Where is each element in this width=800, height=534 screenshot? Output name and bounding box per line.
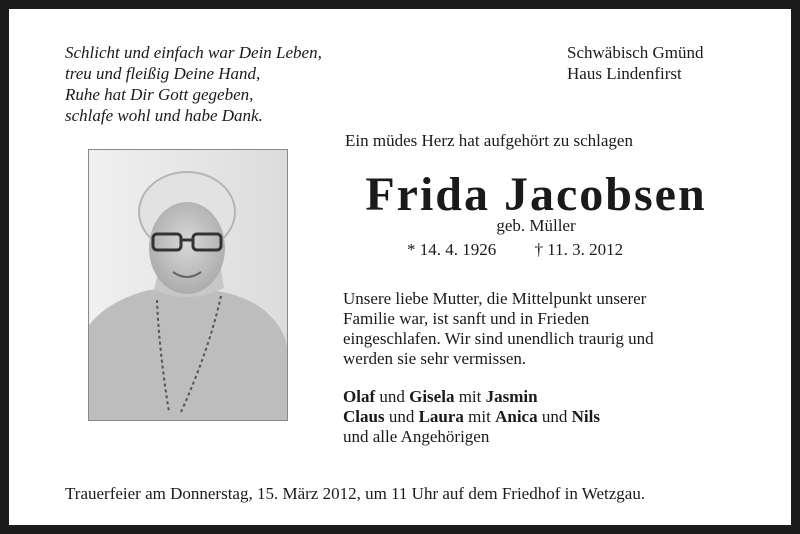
portrait-illustration <box>89 150 287 420</box>
deceased-name: Frida Jacobsen <box>365 168 707 221</box>
portrait-photo <box>88 149 288 421</box>
verse-line: Ruhe hat Dir Gott gegeben, <box>65 85 254 104</box>
mourner-name: Jasmin <box>485 387 538 406</box>
maiden-name: geb. Müller <box>496 216 576 235</box>
message-line: werden sie sehr vermissen. <box>343 349 527 368</box>
birth-date: * 14. 4. 1926 <box>407 240 497 259</box>
mourner-name: Laura <box>418 407 464 426</box>
death-date: † 11. 3. 2012 <box>534 240 624 259</box>
mourner-name: Gisela <box>409 387 455 406</box>
connector: und <box>388 407 415 426</box>
heart-line: Ein müdes Herz hat aufgehört zu schlagen <box>345 131 633 150</box>
location-city: Schwäbisch Gmünd <box>567 43 704 62</box>
location-home: Haus Lindenfirst <box>567 64 682 83</box>
mourner-name: Anica <box>495 407 538 426</box>
mourners-relatives: und alle Angehörigen <box>343 427 490 446</box>
connector: mit <box>468 407 491 426</box>
mourner-name: Olaf <box>343 387 376 406</box>
verse-line: treu und fleißig Deine Hand, <box>65 64 261 83</box>
connector: und <box>541 407 568 426</box>
connector: und <box>379 387 405 406</box>
memorial-verse <box>65 42 322 126</box>
verse-line: Schlicht und einfach war Dein Leben, <box>65 43 322 62</box>
funeral-service-info: Trauerfeier am Donnerstag, 15. März 2012, um 11 Uhr auf dem Friedhof in Wetzgau. <box>65 484 646 503</box>
mourners-line <box>343 407 600 427</box>
mourner-name: Claus <box>343 407 385 426</box>
message-line: Unsere liebe Mutter, die Mittelpunkt unserer <box>343 289 647 308</box>
connector: mit <box>458 387 482 406</box>
verse-line: schlafe wohl und habe Dank. <box>65 106 263 125</box>
mourner-name: Nils <box>571 407 600 426</box>
obituary-message <box>343 289 733 369</box>
message-line: eingeschlafen. Wir sind unendlich traurig und <box>343 329 654 348</box>
life-dates <box>407 240 623 260</box>
mourners-list <box>343 387 600 447</box>
message-line: Familie war, ist sanft und in Frieden <box>343 309 590 328</box>
location-block <box>567 42 703 84</box>
mourners-line <box>343 387 600 407</box>
